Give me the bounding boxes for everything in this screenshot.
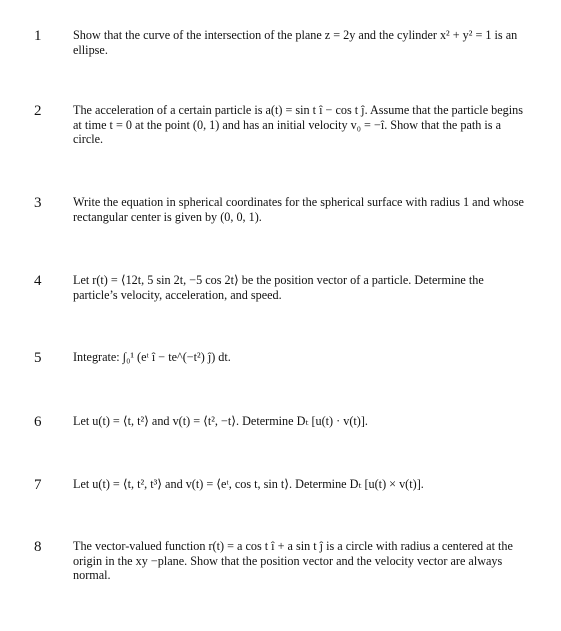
problem-number: 2 [34, 103, 42, 119]
problem-text: Integrate: ∫₀¹ (eᵗ î − te^(−t²) ĵ) dt. [73, 350, 231, 364]
problem-text: The vector-valued function r(t) = a cos t î + a sin t ĵ is a circle with radius a centered at the origin in the xy −plane. Show that the position vector and the velocity vector are always normal. [73, 539, 513, 582]
problem-number: 1 [34, 28, 42, 44]
problem-number: 6 [34, 414, 42, 430]
problem-number: 5 [34, 350, 42, 366]
problem-text: Write the equation in spherical coordinates for the spherical surface with radius 1 and whose rectangular center is given by (0, 0, 1). [73, 195, 524, 224]
problem-text: Show that the curve of the intersection of the plane z = 2y and the cylinder x² + y² = 1 is an ellipse. [73, 28, 518, 57]
problem-text: Let r(t) = ⟨12t, 5 sin 2t, −5 cos 2t⟩ be the position vector of a particle. Determine the particle’s velocity, acceleration, and speed. [73, 273, 484, 302]
problem-number: 7 [34, 477, 42, 493]
problem-number: 4 [34, 273, 42, 289]
problem-number: 3 [34, 195, 42, 211]
problem-text: Let u(t) = ⟨t, t², t³⟩ and v(t) = ⟨eᵗ, cos t, sin t⟩. Determine Dₜ [u(t) × v(t)]. [73, 477, 424, 491]
problem-text: The acceleration of a certain particle is a(t) = sin t î − cos t ĵ. Assume that the particle begins at time t = 0 at the point (0, 1) and has an initial velocity v₀ = −î. Show that the path is a circle. [73, 103, 523, 146]
problem-text: Let u(t) = ⟨t, t²⟩ and v(t) = ⟨t², −t⟩. Determine Dₜ [u(t) · v(t)]. [73, 414, 368, 428]
problem-number: 8 [34, 539, 42, 555]
